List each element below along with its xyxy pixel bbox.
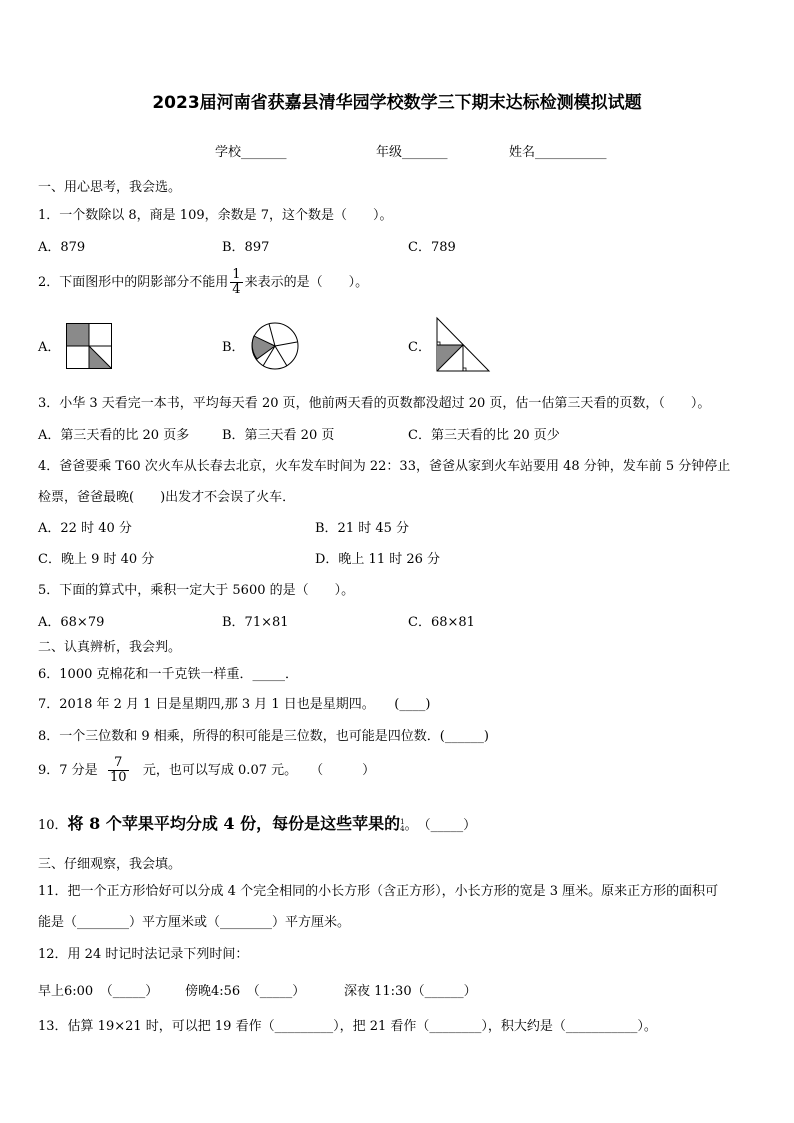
question-13: 13．估算 19×21 时，可以把 19 看作（_________），把 21 看作（________），积大约是（___________）。 xyxy=(38,1019,657,1034)
q2-text-post: 来表示的是（ ）。 xyxy=(244,275,369,290)
q9-text-pre: 9．7 分是 xyxy=(38,763,98,778)
grade-field: 年级_______ xyxy=(376,145,448,160)
q5-option-b: B．71×81 xyxy=(222,615,289,630)
q2-option-a: A． xyxy=(38,340,61,355)
q4-option-d: D．晚上 11 时 26 分 xyxy=(315,552,441,567)
q2-option-b: B． xyxy=(222,340,245,355)
q12-item-a: 早上6:00 （_____） xyxy=(38,984,159,999)
q1-option-a: A．879 xyxy=(38,240,86,255)
q9-fraction-denominator: 10 xyxy=(109,770,127,785)
question-9 xyxy=(38,756,375,786)
question-7: 7．2018 年 2 月 1 日是星期四,那 3 月 1 日也是星期四。 (____) xyxy=(38,697,431,712)
page-title: 2023届河南省获嘉县清华园学校数学三下期末达标检测模拟试题 xyxy=(152,93,642,113)
q9-fraction xyxy=(108,756,129,785)
q1-option-b: B．897 xyxy=(222,240,270,255)
question-3: 3．小华 3 天看完一本书，平均每天看 20 页，他前两天看的页数都没超过 20 页，估一估第三天看的页数，（ ）。 xyxy=(38,396,711,411)
question-4-line-2: 检票，爸爸最晚( )出发才不会误了火车． xyxy=(38,490,296,505)
q10-fraction-numerator: 1 xyxy=(400,817,405,826)
q1-option-c: C．789 xyxy=(408,240,456,255)
q9-text-post: 元，也可以写成 0.07 元。 （ ） xyxy=(142,763,376,778)
q4-option-c: C．晚上 9 时 40 分 xyxy=(38,552,155,567)
q4-option-b: B．21 时 45 分 xyxy=(315,521,410,536)
question-11-line-2: 能是（________）平方厘米或（________）平方厘米。 xyxy=(38,915,351,930)
q3-option-b: B．第三天看 20 页 xyxy=(222,428,335,443)
q5-option-c: C．68×81 xyxy=(408,615,475,630)
q9-fraction-numerator: 7 xyxy=(108,756,129,771)
q2-fraction-numerator: 1 xyxy=(232,267,241,282)
question-12: 12．用 24 时记时法记录下列时间： xyxy=(38,947,249,962)
question-8: 8．一个三位数和 9 相乘，所得的积可能是三位数，也可能是四位数．(______) xyxy=(38,729,489,744)
q3-option-c: C．第三天看的比 20 页少 xyxy=(408,428,560,443)
q12-item-b: 傍晚4:56 （_____） xyxy=(185,984,306,999)
question-4-line-1: 4．爸爸要乘 T60 次火车从长春去北京，火车发车时间为 22：33，爸爸从家到火车站要用 48 分钟，发车前 5 分钟停止 xyxy=(38,459,731,474)
q2-fraction-denominator: 4 xyxy=(232,282,241,297)
section-1-heading: 一、用心思考，我会选。 xyxy=(38,180,182,195)
figure-b-circle xyxy=(251,322,299,370)
q5-option-a: A．68×79 xyxy=(38,615,105,630)
question-1: 1．一个数除以 8，商是 109，余数是 7，这个数是（ ）。 xyxy=(38,208,393,223)
name-field: 姓名___________ xyxy=(509,145,607,160)
q3-option-a: A．第三天看的比 20 页多 xyxy=(38,428,190,443)
q2-fraction xyxy=(230,268,242,297)
q10-fraction-denominator: 4 xyxy=(400,824,405,833)
q10-text-post: 。 （_____） xyxy=(404,818,477,833)
figure-a-square xyxy=(66,323,112,369)
question-2 xyxy=(38,268,368,298)
q10-text: 将 8 个苹果平均分成 4 份，每份是这些苹果的 xyxy=(67,814,401,833)
question-5: 5．下面的算式中，乘积一定大于 5600 的是（ ）。 xyxy=(38,583,355,598)
q10-number: 10． xyxy=(38,818,68,833)
figure-c-triangle xyxy=(434,316,492,373)
school-field: 学校_______ xyxy=(215,145,287,160)
question-10 xyxy=(38,812,476,838)
section-3-heading: 三、仔细观察，我会填。 xyxy=(38,857,182,872)
q2-option-c: C． xyxy=(408,340,431,355)
question-11-line-1: 11．把一个正方形恰好可以分成 4 个完全相同的小长方形（含正方形），小长方形的宽是 3 厘米。原来正方形的面积可 xyxy=(38,884,719,899)
q2-text-pre: 2．下面图形中的阴影部分不能用 xyxy=(38,275,229,290)
section-2-heading: 二、认真辨析，我会判。 xyxy=(38,640,182,655)
q4-option-a: A．22 时 40 分 xyxy=(38,521,132,536)
q12-item-c: 深夜 11:30（______） xyxy=(344,984,477,999)
question-6: 6．1000 克棉花和一千克铁一样重．_____． xyxy=(38,667,298,682)
